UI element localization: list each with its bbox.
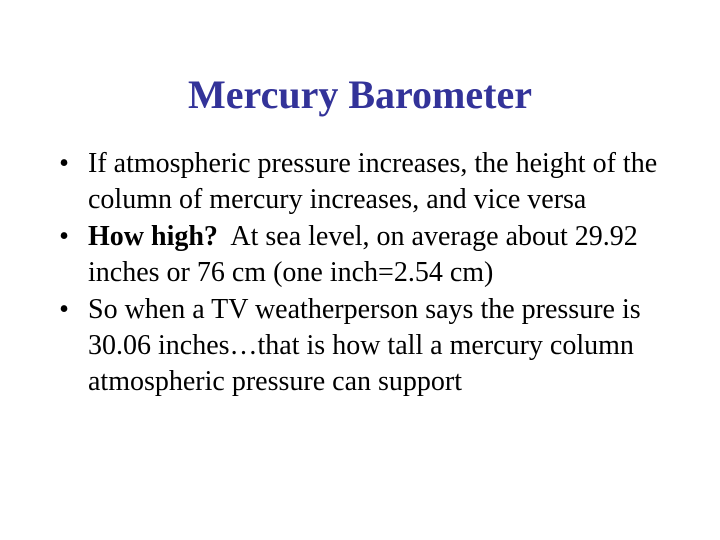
- bullet-dot-icon: •: [59, 221, 69, 252]
- bullet-item: [54, 219, 674, 291]
- bullet-text: At sea level, on average about 29.92 inches or 76 cm (one inch=2.54 cm): [88, 221, 645, 288]
- bullet-text: If atmospheric pressure increases, the height of the column of mercury increases, and vice versa: [88, 148, 658, 215]
- bullet-dot-icon: •: [59, 148, 69, 179]
- bullet-bold-text: How high?: [88, 221, 218, 252]
- slide-title: Mercury Barometer: [188, 72, 532, 117]
- bullet-text: So when a TV weatherperson says the pressure is 30.06 inches…that is how tall a mercury column atmospheric pressure can support: [88, 294, 641, 397]
- bullet-dot-icon: •: [59, 294, 69, 325]
- bullet-item: [54, 292, 674, 400]
- bullet-item: [54, 146, 674, 218]
- bullet-list: [54, 146, 674, 401]
